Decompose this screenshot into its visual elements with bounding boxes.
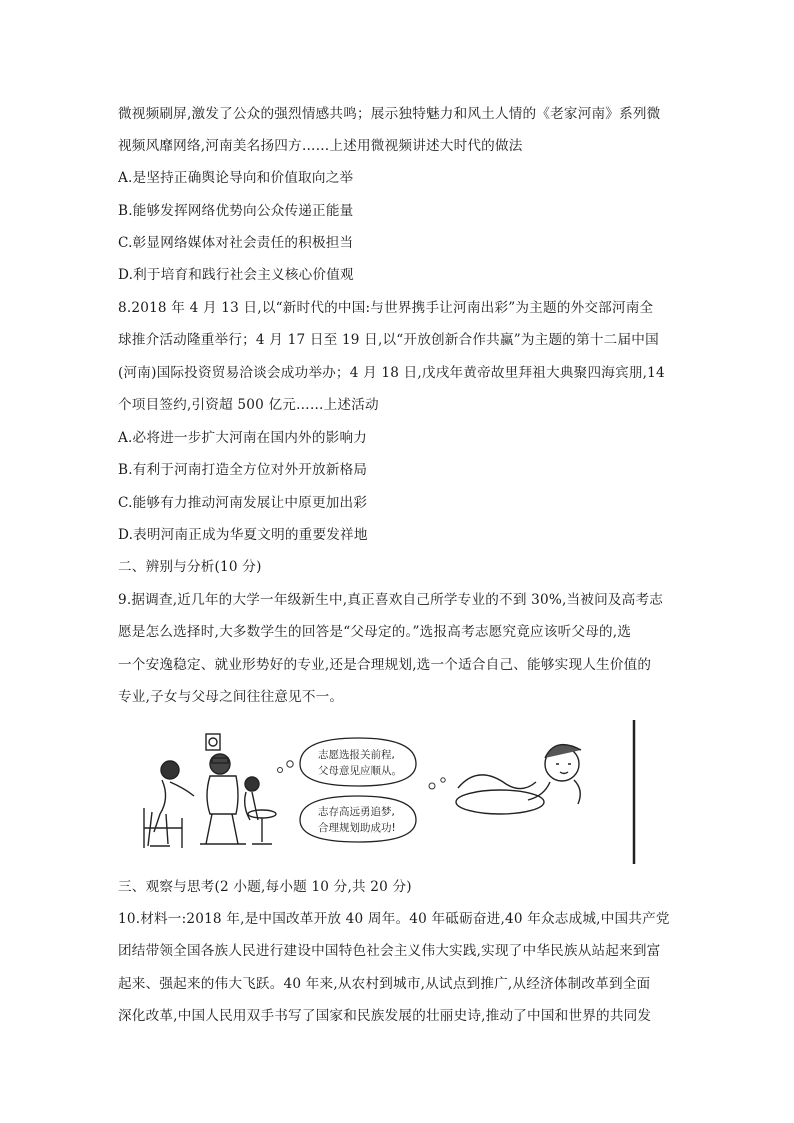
- q7-stem-line-1: 微视频刷屏,激发了公众的强烈情感共鸣；展示独特魅力和风土人情的《老家河南》系列微: [118, 106, 661, 122]
- bubble-top-line-1: 志愿选报关前程,: [318, 749, 395, 761]
- q8-option-c: C.能够有力推动河南发展让中原更加出彩: [118, 495, 368, 511]
- bubble-bottom-line-2: 合理规划助成功!: [318, 822, 396, 834]
- thought-dots-left-icon: [278, 761, 294, 773]
- thought-dots-right-icon: [429, 778, 445, 789]
- q8-option-b: B.有利于河南打造全方位对外开放新格局: [118, 462, 368, 478]
- q10-stem-line-3: 起来、强起来的伟大飞跃。40 年来,从农村到城市,从试点到推广,从经济体制改革到全面: [118, 976, 651, 992]
- bubble-top-line-2: 父母意见应顺从。: [318, 765, 402, 777]
- q7-stem-line-2: 视频风靡网络,河南美名扬四方……上述用微视频讲述大时代的做法: [118, 138, 523, 154]
- parents-figure-icon: [144, 734, 276, 848]
- q9-stem-line-2: 愿是怎么选择时,大多数学生的回答是“父母定的。”选报高考志愿究竟应该听父母的,选: [118, 624, 632, 640]
- q10-stem-line-1: 10.材料一:2018 年,是中国改革开放 40 周年。40 年砥砺奋进,40 年众志成城,中国共产党: [118, 911, 670, 927]
- q7-option-b: B.能够发挥网络优势向公众传递正能量: [118, 203, 354, 219]
- q7-option-c: C.彰显网络媒体对社会责任的积极担当: [118, 235, 354, 251]
- q7-option-d: D.利于培育和践行社会主义核心价值观: [118, 267, 354, 283]
- q10-stem-line-2: 团结带领全国各族人民进行建设中国特色社会主义伟大实践,实现了中华民族从站起来到富: [118, 943, 661, 959]
- q7-option-a: A.是坚持正确舆论导向和价值取向之举: [118, 170, 354, 186]
- bubble-bottom-line-1: 志存高远勇追梦,: [318, 806, 395, 818]
- q8-stem-line-2: 球推介活动隆重举行；4 月 17 日至 19 日,以“开放创新合作共赢”为主题的第十二届中国: [118, 332, 659, 348]
- q8-stem-line-4: 个项目签约,引资超 500 亿元……上述活动: [118, 397, 379, 413]
- q8-option-d: D.表明河南正成为华夏文明的重要发祥地: [118, 527, 368, 543]
- q9-stem-line-1: 9.据调查,近几年的大学一年级新生中,真正喜欢自己所学专业的不到 30%,当被问及高考志: [118, 592, 664, 608]
- q9-cartoon-illustration: [140, 718, 640, 866]
- section-2-heading: 二、辨别与分析(10 分): [118, 559, 262, 575]
- q8-stem-line-3: (河南)国际投资贸易洽谈会成功举办；4 月 18 日,戊戌年黄帝故里拜祖大典聚四海宾朋,14: [118, 365, 665, 381]
- speech-bubble-top: [300, 738, 416, 786]
- section-3-heading: 三、观察与思考(2 小题,每小题 10 分,共 20 分): [118, 879, 412, 895]
- q8-option-a: A.必将进一步扩大河南在国内外的影响力: [118, 430, 368, 446]
- speech-bubble-bottom: [300, 796, 416, 842]
- q9-stem-line-3: 一个安逸稳定、就业形势好的专业,还是合理规划,选一个适合自己、能够实现人生价值的: [118, 657, 652, 673]
- student-figure-icon: [456, 745, 581, 814]
- q8-stem-line-1: 8.2018 年 4 月 13 日,以“新时代的中国:与世界携手让河南出彩”为主题的外交部河南全: [118, 300, 654, 316]
- q9-stem-line-4: 专业,子女与父母之间往往意见不一。: [118, 689, 344, 705]
- q10-stem-line-4: 深化改革,中国人民用双手书写了国家和民族发展的壮丽史诗,推动了中国和世界的共同发: [118, 1008, 652, 1024]
